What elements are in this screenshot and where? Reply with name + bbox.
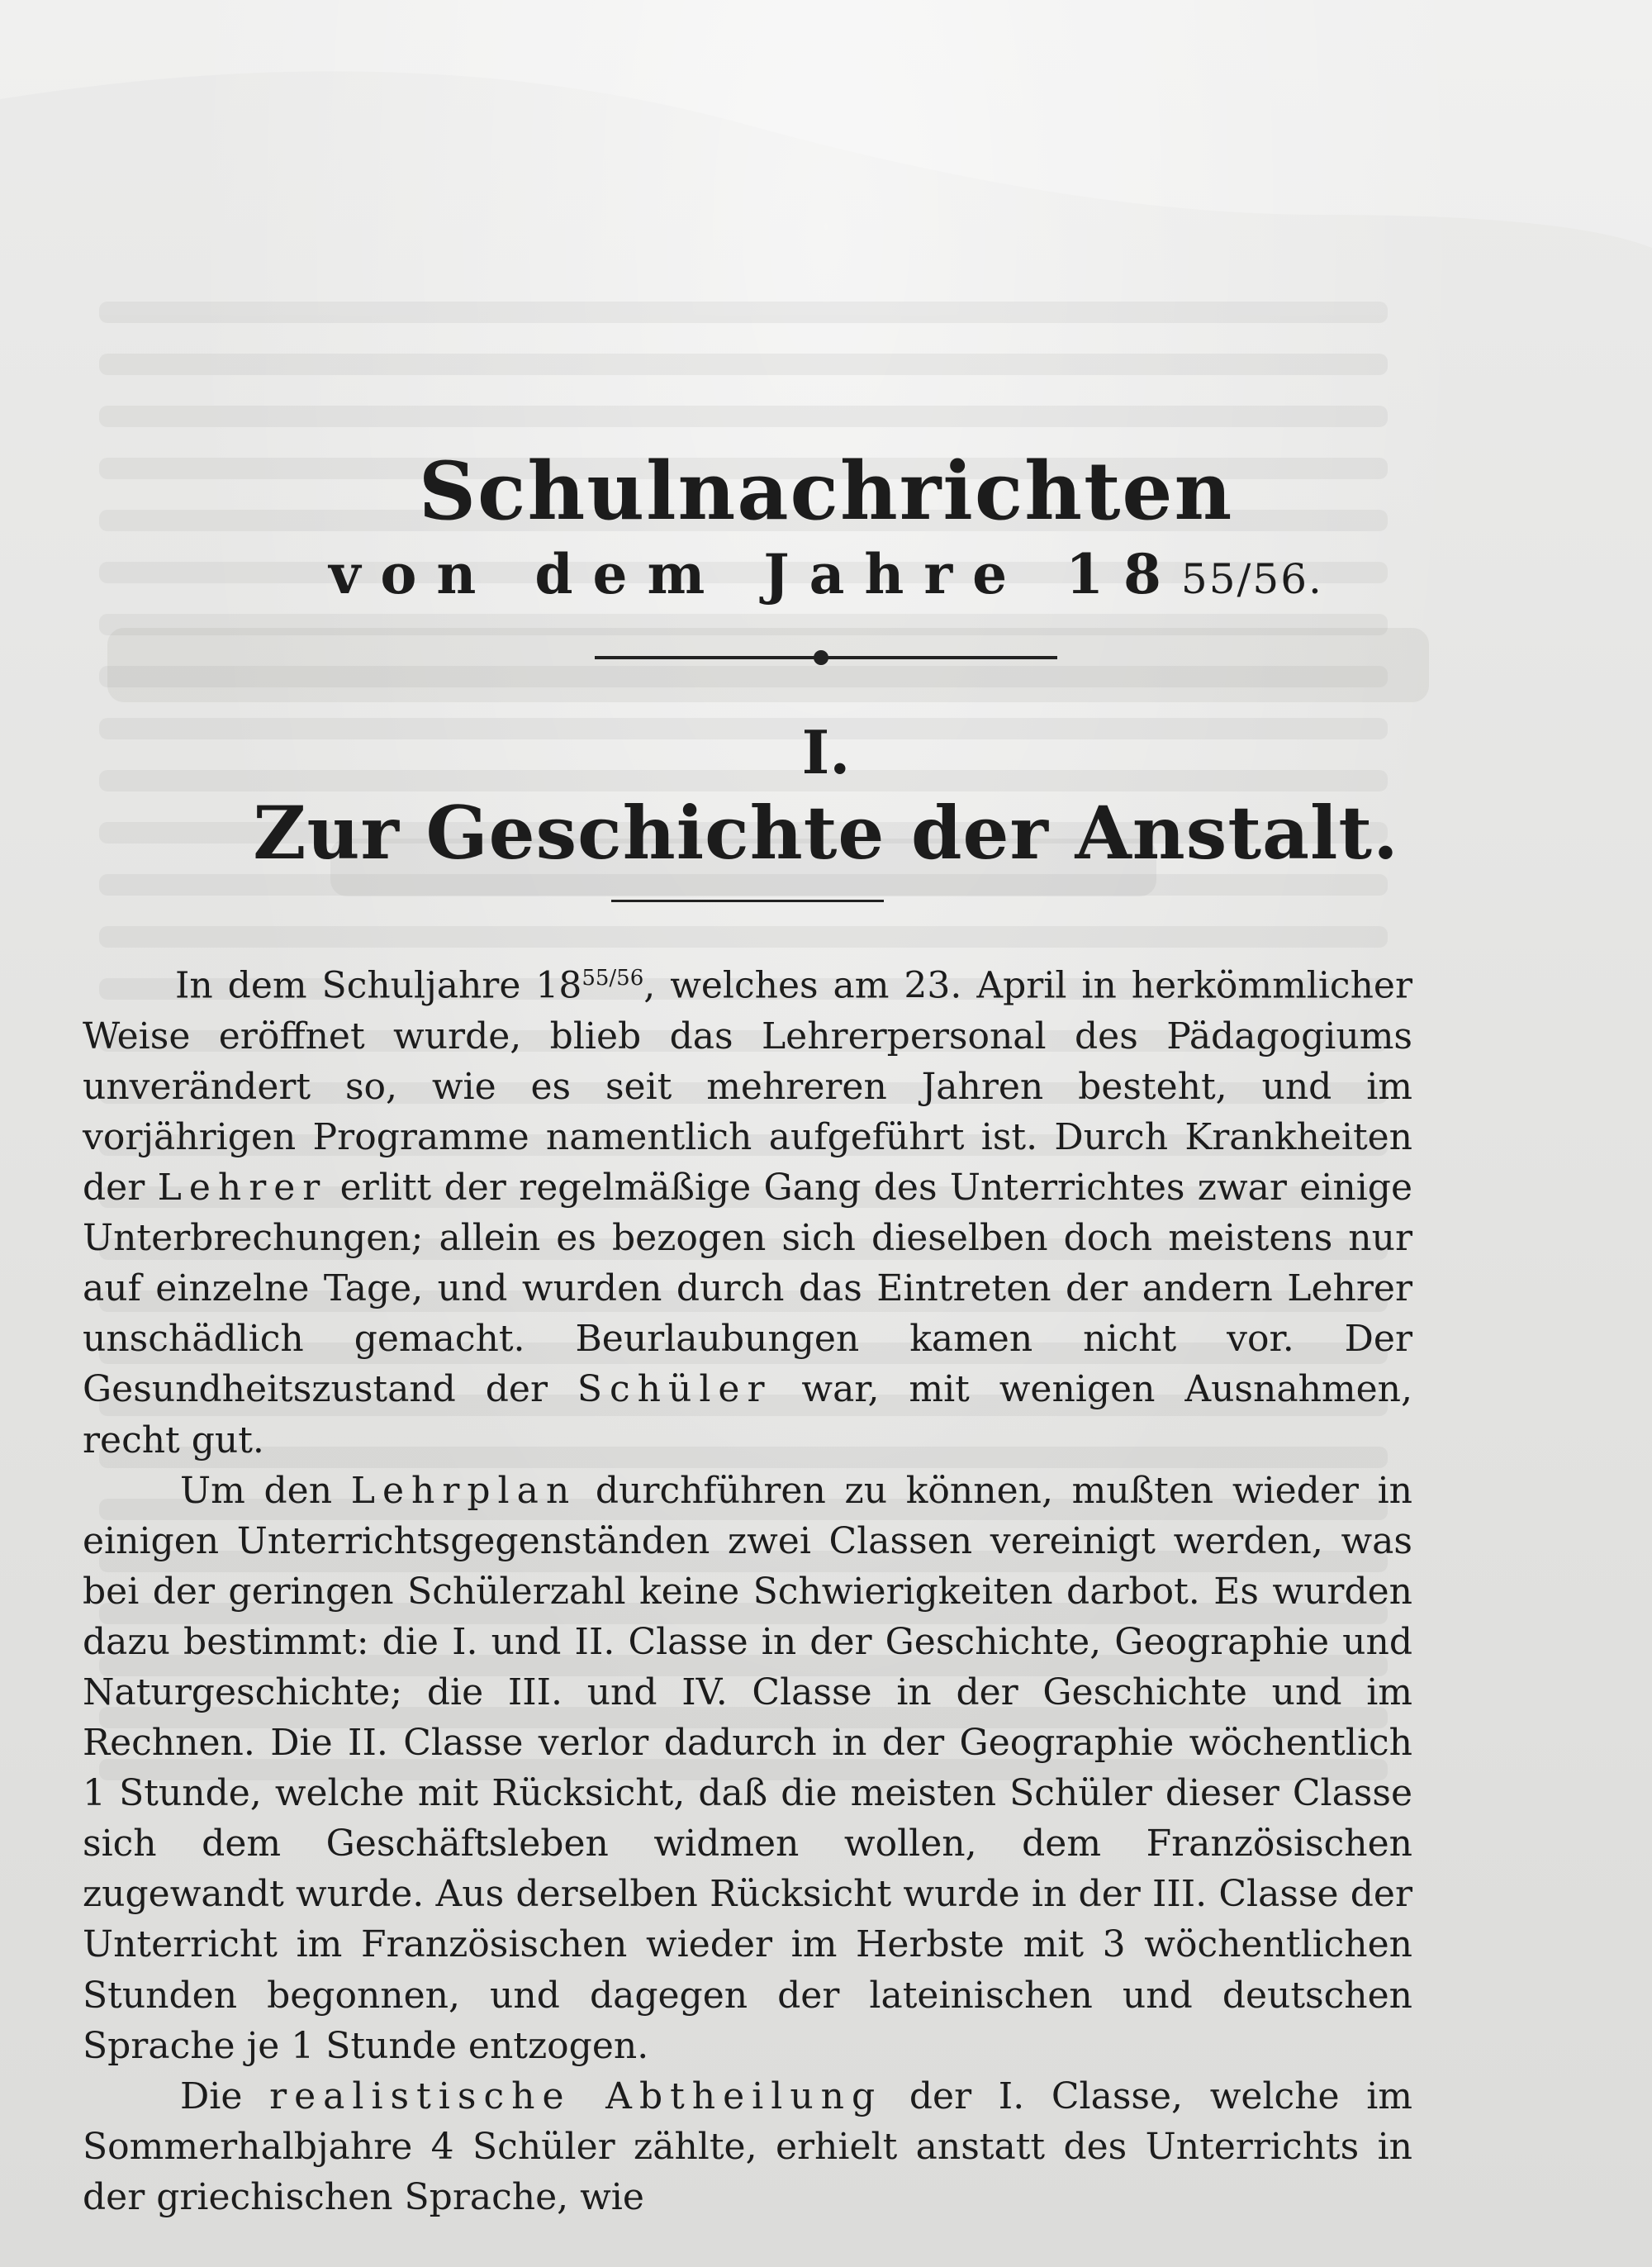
paragraph-text: durchführen zu können, mußten wieder in einigen Unterrichtsgegenständen zwei Classen vereinigt werden, was bei der geringen Schülerzahl keine Schwierigkeiten darbot. Es wurden dazu bestimmt: die I. und II. Classe in der Geschichte, Geographie und Naturgeschichte; die III. und IV. Classe in der Geschichte und im Rechnen. Die II. Classe verlor dadurch in der Geographie wöchentlich 1 Stunde, welche mit Rücksicht, daß die meisten Schüler dieser Classe sich dem Geschäftsleben widmen wollen, dem Französischen zugewandt wurde. Aus derselben Rücksicht wurde in der III. Classe der Unterricht im Französischen wieder im Herbste mit 3 wöchentlichen Stunden begonnen, und dagegen der lateinischen und deutschen Sprache je 1 Stunde entzogen. [83, 1469, 1412, 2067]
divider-ornament [814, 650, 828, 665]
paragraph-text: der I. Classe, welche im Sommerhalbjahre 4 Schüler zählte, erhielt anstatt des Unterrichts in der griechischen Sprache, wie [83, 2075, 1413, 2218]
paragraph [83, 2071, 1412, 2222]
paragraph-lead: In dem Schuljahre 18 [175, 964, 582, 1007]
spaced-word: Lehrer [157, 1167, 328, 1210]
spaced-word: realistische Abtheilung [269, 2075, 883, 2117]
spaced-word: Schüler [577, 1368, 772, 1411]
spaced-word: Lehrplan [350, 1469, 577, 1512]
paragraph [83, 953, 1412, 1466]
page-title: Schulnachrichten [418, 444, 1234, 538]
paragraph-text: erlitt der regelmäßige Gang des Unterrichtes zwar einige Unterbrechungen; allein es bezogen sich dieselben doch meistens nur auf einzelne Tage, und wurden durch das Eintreten der andern Lehrer unschädlich gemacht. Beurlaubungen kamen nicht vor. Der Gesundheitszustand der [83, 1167, 1412, 1411]
paragraph-lead: Die [180, 2075, 270, 2117]
paragraph [83, 1466, 1412, 2071]
subtitle-prefix: von dem Jahre 18 [329, 542, 1181, 606]
subtitle-year: 55/56. [1180, 555, 1323, 603]
section-title: Zur Geschichte der Anstalt. [253, 790, 1399, 876]
section-number: I. [801, 717, 851, 787]
school-year-fraction: 55/56 [582, 966, 644, 991]
page-subtitle [0, 541, 1652, 612]
paragraph-lead: Um den [180, 1469, 351, 1512]
paragraph-text: war, mit wenigen Ausnahmen, recht gut. [83, 1368, 1412, 1461]
section-divider-rule [611, 900, 884, 902]
body-text [83, 953, 1412, 2222]
paragraph-text: , welches am 23. April in herkömmlicher Weise eröffnet wurde, blieb das Lehrerpersonal des Pädagogiums unverändert so, wie es seit mehreren Jahren besteht, und im vorjährigen Programme namentlich aufgeführt ist. Durch Krankheiten der [83, 964, 1412, 1210]
